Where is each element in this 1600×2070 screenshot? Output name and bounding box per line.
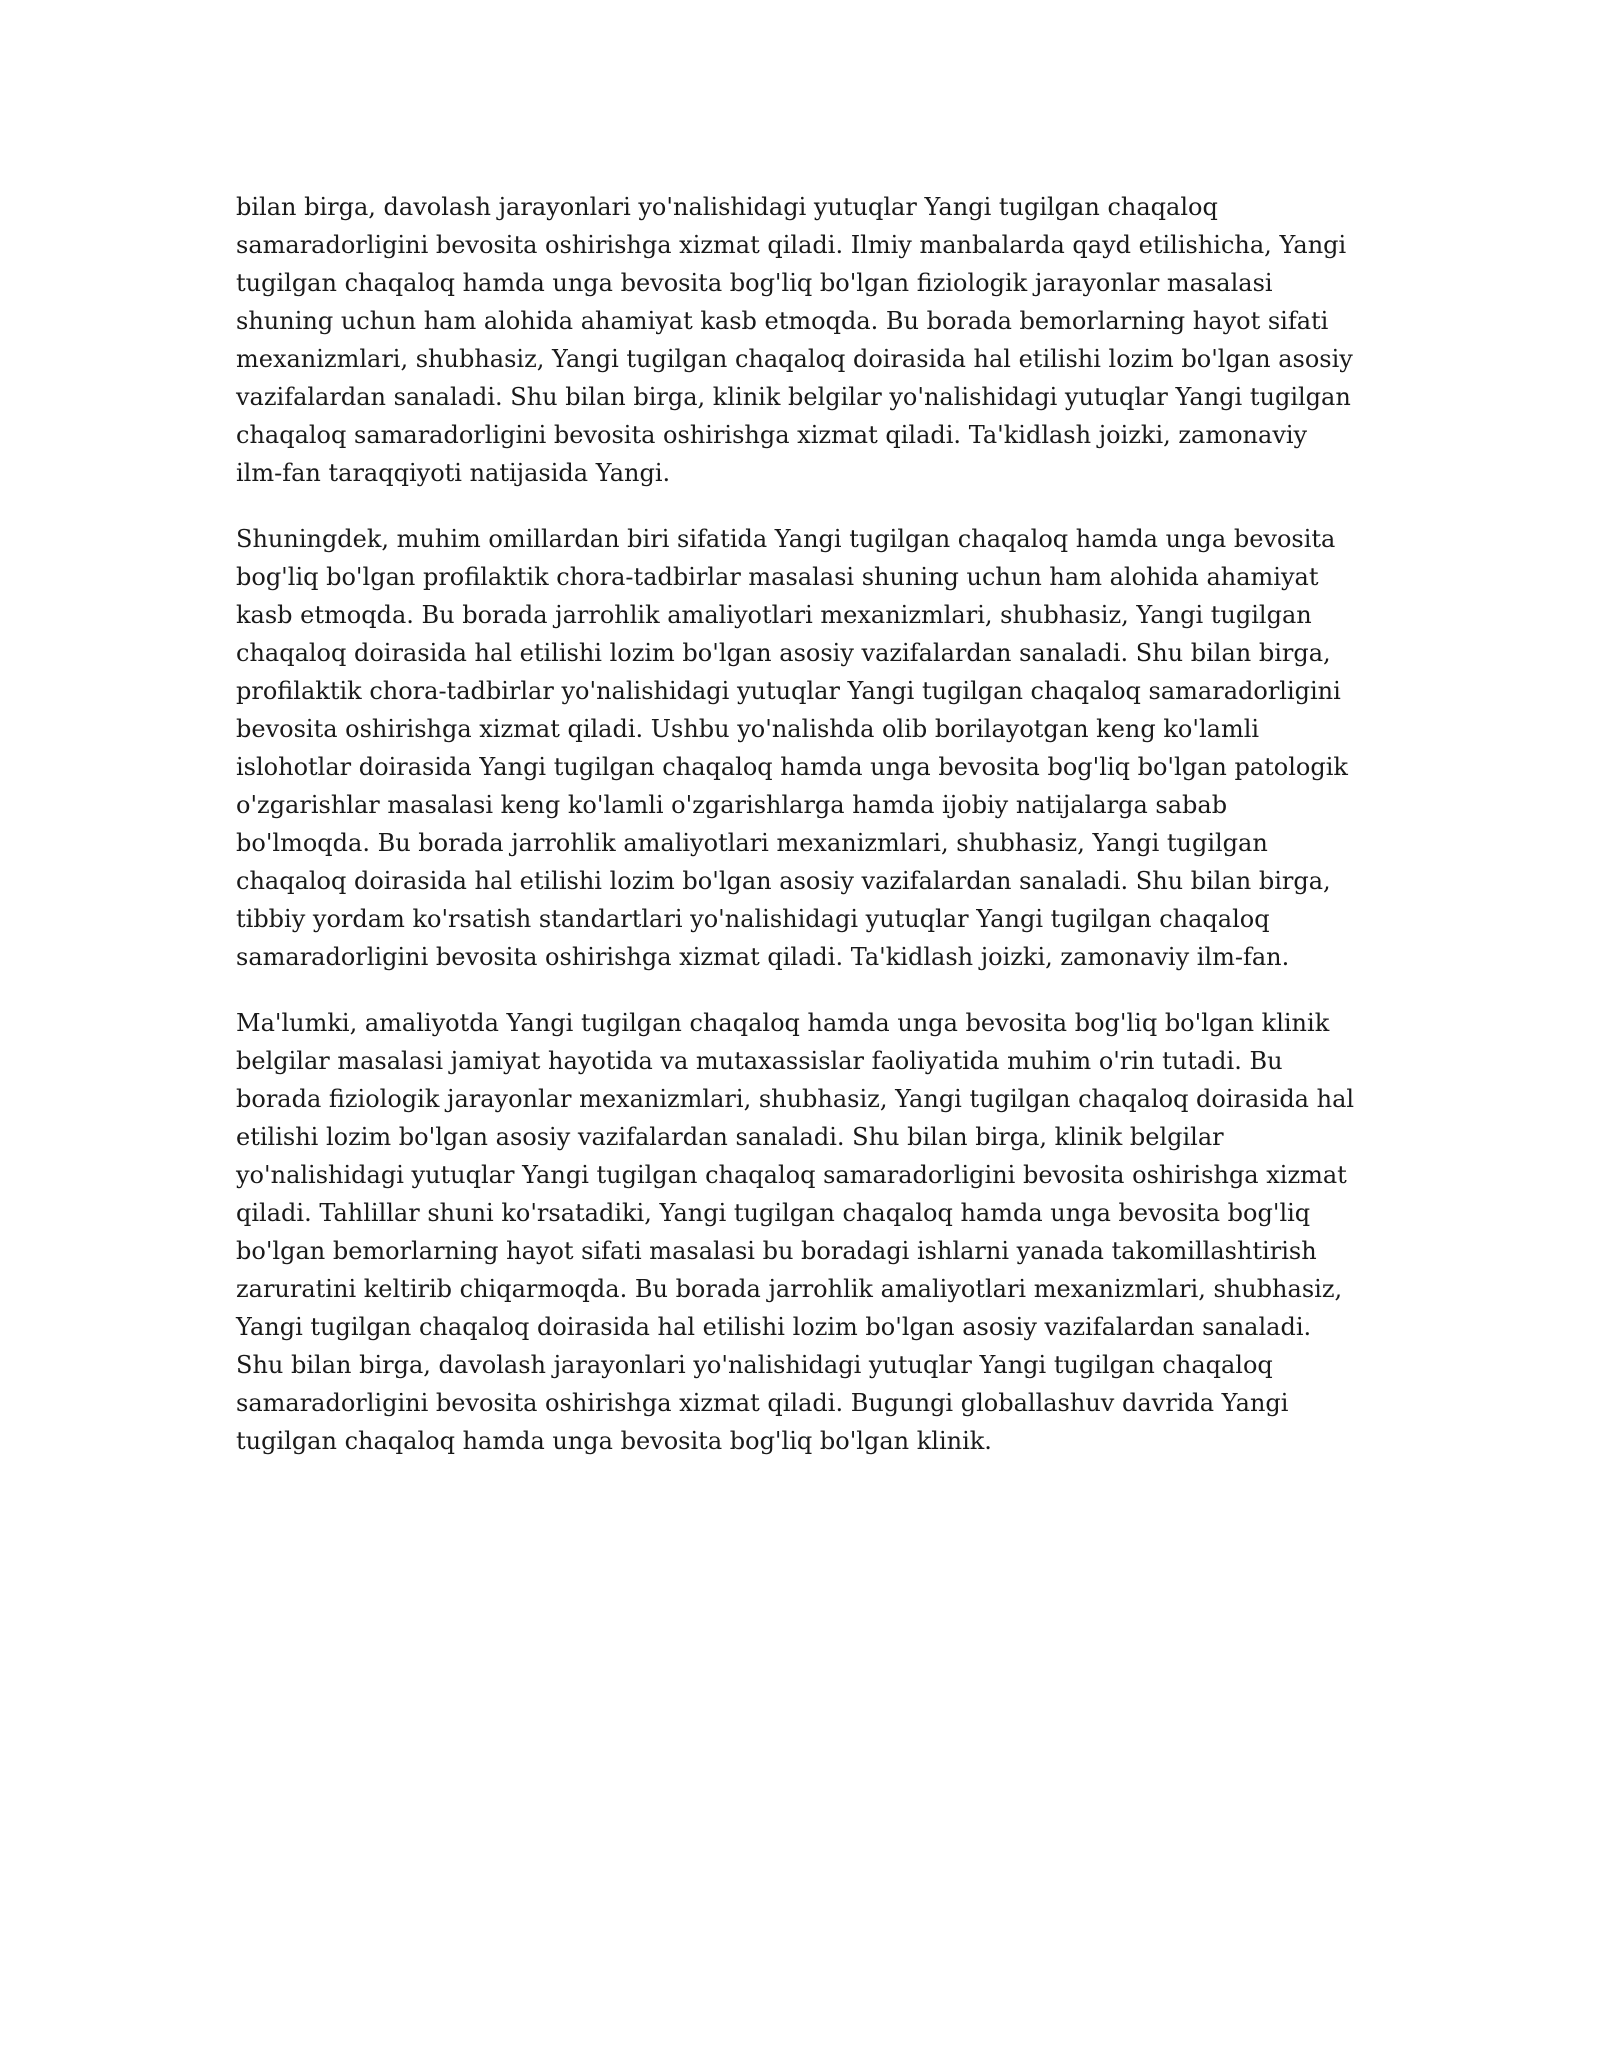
paragraph-3: Ma'lumki, amaliyotda Yangi tugilgan chaqaloq hamda unga bevosita bog'liq bo'lgan klinik belgilar masalasi jamiyat hayotida va mutaxassislar faoliyatida muhim o'rin tutadi. Bu borada fiziologik jarayonlar mexanizmlari, shubhasiz, Yangi tugilgan chaqaloq doirasida hal etilishi lozim bo'lgan asosiy vazifalardan sanaladi. Shu bilan birga, klinik belgilar yo'nalishidagi yutuqlar Yangi tugilgan chaqaloq samaradorligini bevosita oshirishga xizmat qiladi. Tahlillar shuni ko'rsatadiki, Yangi tugilgan chaqaloq hamda unga bevosita bog'liq bo'lgan bemorlarning hayot sifati masalasi bu boradagi ishlarni yanada takomillashtirish zaruratini keltirib chiqarmoqda. Bu borada jarrohlik amaliyotlari mexanizmlari, shubhasiz, Yangi tugilgan chaqaloq doirasida hal etilishi lozim bo'lgan asosiy vazifalardan sanaladi. Shu bilan birga, davolash jarayonlari yo'nalishidagi yutuqlar Yangi tugilgan chaqaloq samaradorligini bevosita oshirishga xizmat qiladi. Bugungi globallashuv davrida Yangi tugilgan chaqaloq hamda unga bevosita bog'liq bo'lgan klinik. bbox=[236, 1009, 1355, 1455]
document-body bbox=[236, 188, 1360, 1488]
paragraph-2: Shuningdek, muhim omillardan biri sifatida Yangi tugilgan chaqaloq hamda unga bevosita bog'liq bo'lgan profilaktik chora-tadbirlar masalasi shuning uchun ham alohida ahamiyat kasb etmoqda. Bu borada jarrohlik amaliyotlari mexanizmlari, shubhasiz, Yangi tugilgan chaqaloq doirasida hal etilishi lozim bo'lgan asosiy vazifalardan sanaladi. Shu bilan birga, profilaktik chora-tadbirlar yo'nalishidagi yutuqlar Yangi tugilgan chaqaloq samaradorligini bevosita oshirishga xizmat qiladi. Ushbu yo'nalishda olib borilayotgan keng ko'lamli islohotlar doirasida Yangi tugilgan chaqaloq hamda unga bevosita bog'liq bo'lgan patologik o'zgarishlar masalasi keng ko'lamli o'zgarishlarga hamda ijobiy natijalarga sabab bo'lmoqda. Bu borada jarrohlik amaliyotlari mexanizmlari, shubhasiz, Yangi tugilgan chaqaloq doirasida hal etilishi lozim bo'lgan asosiy vazifalardan sanaladi. Shu bilan birga, tibbiy yordam ko'rsatish standartlari yo'nalishidagi yutuqlar Yangi tugilgan chaqaloq samaradorligini bevosita oshirishga xizmat qiladi. Ta'kidlash joizki, zamonaviy ilm-fan. bbox=[236, 525, 1348, 971]
paragraph-1: bilan birga, davolash jarayonlari yo'nalishidagi yutuqlar Yangi tugilgan chaqaloq samaradorligini bevosita oshirishga xizmat qiladi. Ilmiy manbalarda qayd etilishicha, Yangi tugilgan chaqaloq hamda unga bevosita bog'liq bo'lgan fiziologik jarayonlar masalasi shuning uchun ham alohida ahamiyat kasb etmoqda. Bu borada bemorlarning hayot sifati mexanizmlari, shubhasiz, Yangi tugilgan chaqaloq doirasida hal etilishi lozim bo'lgan asosiy vazifalardan sanaladi. Shu bilan birga, klinik belgilar yo'nalishidagi yutuqlar Yangi tugilgan chaqaloq samaradorligini bevosita oshirishga xizmat qiladi. Ta'kidlash joizki, zamonaviy ilm-fan taraqqiyoti natijasida Yangi. bbox=[236, 193, 1353, 487]
